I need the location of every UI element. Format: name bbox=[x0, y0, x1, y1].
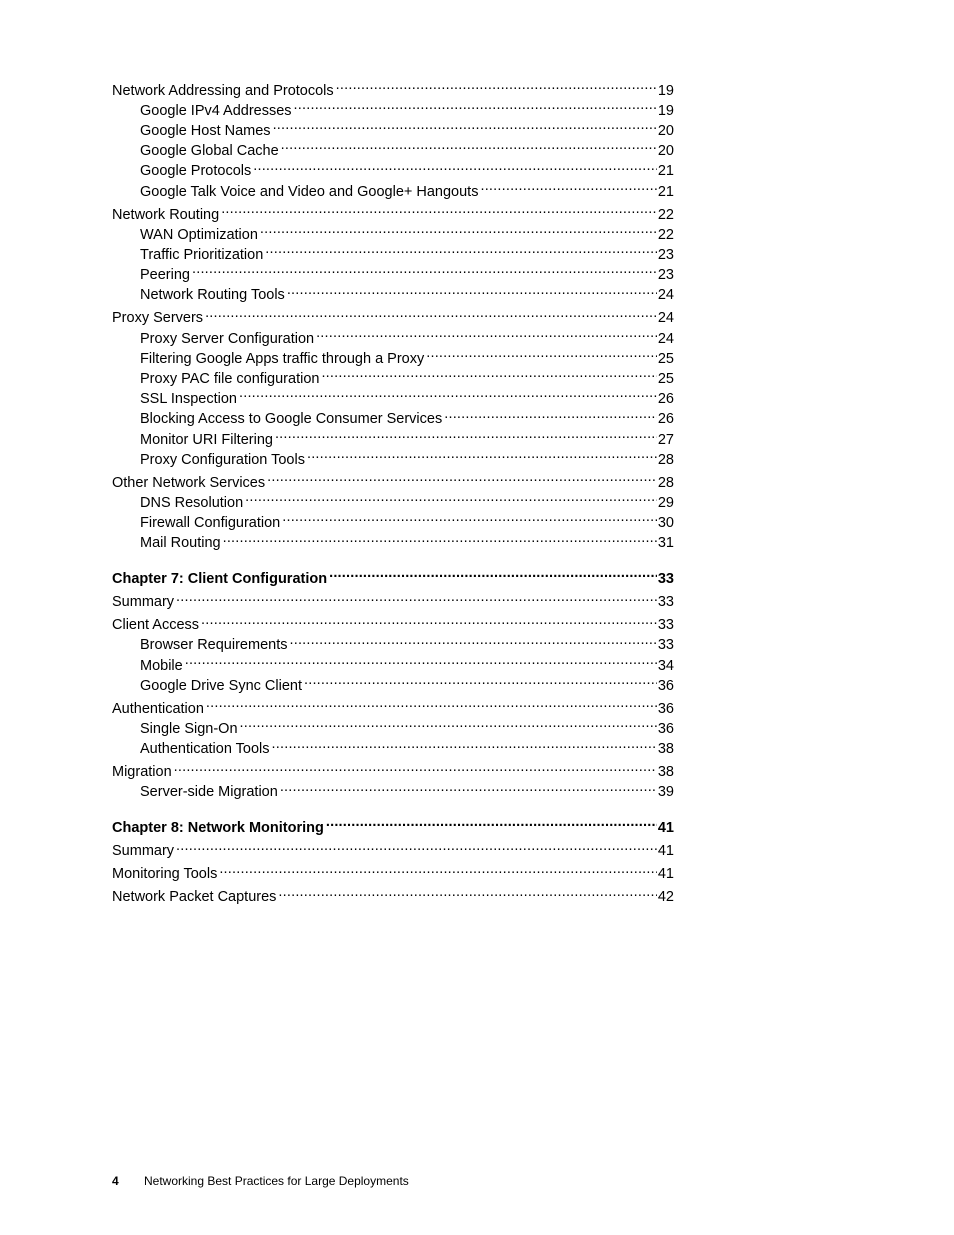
toc-entry-page: 24 bbox=[657, 310, 674, 327]
toc-entry-title: Proxy Configuration Tools bbox=[140, 451, 305, 468]
toc-entry-title: Browser Requirements bbox=[140, 637, 288, 654]
toc-entry-page: 41 bbox=[657, 866, 674, 883]
toc-entry-title: Google Host Names bbox=[140, 122, 271, 139]
toc-entry[interactable] bbox=[112, 348, 674, 368]
toc-entry-page: 34 bbox=[657, 657, 674, 674]
toc-entry-page: 42 bbox=[657, 889, 674, 906]
toc-entry-title: Network Addressing and Protocols bbox=[112, 82, 334, 99]
toc-entry-page: 36 bbox=[657, 700, 674, 717]
toc-entry-title: Blocking Access to Google Consumer Services bbox=[140, 411, 443, 428]
toc-entry-page: 22 bbox=[657, 226, 674, 243]
toc-dot-leader bbox=[174, 762, 657, 777]
toc-entry-title: Google Global Cache bbox=[140, 143, 279, 160]
toc-entry[interactable] bbox=[112, 782, 674, 802]
toc-entry[interactable] bbox=[112, 762, 674, 782]
toc-entry-title: Peering bbox=[140, 267, 190, 284]
toc-entry-page: 19 bbox=[657, 82, 674, 99]
toc-entry[interactable] bbox=[112, 204, 674, 224]
page-footer bbox=[112, 1174, 409, 1188]
toc-entry-title: Network Packet Captures bbox=[112, 889, 277, 906]
toc-dot-leader bbox=[444, 409, 657, 424]
toc-entry-title: DNS Resolution bbox=[140, 494, 244, 511]
toc-dot-leader bbox=[192, 265, 657, 280]
toc-entry-page: 23 bbox=[657, 246, 674, 263]
toc-dot-leader bbox=[281, 141, 657, 156]
toc-dot-leader bbox=[294, 100, 657, 115]
footer-page-number: 4 bbox=[112, 1174, 119, 1188]
toc-dot-leader bbox=[206, 698, 657, 713]
toc-entry-page: 26 bbox=[657, 391, 674, 408]
toc-entry[interactable] bbox=[112, 244, 674, 264]
toc-dot-leader bbox=[267, 472, 657, 487]
toc-chapter-entry[interactable] bbox=[112, 817, 674, 837]
toc-entry-title: Proxy Server Configuration bbox=[140, 330, 315, 347]
toc-entry-page: 29 bbox=[657, 494, 674, 511]
toc-dot-leader bbox=[480, 181, 656, 196]
toc-entry-page: 26 bbox=[657, 411, 674, 428]
toc-entry-page: 33 bbox=[657, 637, 674, 654]
toc-dot-leader bbox=[201, 615, 657, 630]
toc-entry-title: Google IPv4 Addresses bbox=[140, 102, 292, 119]
toc-dot-leader bbox=[278, 887, 656, 902]
toc-entry[interactable] bbox=[112, 615, 674, 635]
toc-dot-leader bbox=[260, 224, 657, 239]
toc-entry-page: 36 bbox=[657, 677, 674, 694]
toc-entry-page: 24 bbox=[657, 330, 674, 347]
toc-entry-title: Traffic Prioritization bbox=[140, 246, 264, 263]
toc-dot-leader bbox=[273, 120, 657, 135]
toc-entry-page: 25 bbox=[657, 370, 674, 387]
toc-entry-title: Other Network Services bbox=[112, 474, 266, 491]
toc-dot-leader bbox=[326, 817, 657, 832]
toc-entry-title: Google Drive Sync Client bbox=[140, 677, 302, 694]
toc-entry[interactable] bbox=[112, 592, 674, 612]
toc-dot-leader bbox=[245, 492, 657, 507]
toc-entry[interactable] bbox=[112, 864, 674, 884]
toc-entry-page: 39 bbox=[657, 784, 674, 801]
toc-entry-page: 20 bbox=[657, 143, 674, 160]
toc-dot-leader bbox=[176, 841, 657, 856]
toc-entry-page: 30 bbox=[657, 515, 674, 532]
toc-dot-leader bbox=[205, 308, 657, 323]
table-of-contents bbox=[112, 80, 674, 907]
toc-entry-title: Single Sign-On bbox=[140, 721, 238, 738]
toc-dot-leader bbox=[223, 533, 657, 548]
toc-entry[interactable] bbox=[112, 409, 674, 429]
toc-entry-page: 33 bbox=[657, 617, 674, 634]
toc-entry[interactable] bbox=[112, 308, 674, 328]
toc-entry[interactable] bbox=[112, 224, 674, 244]
toc-entry[interactable] bbox=[112, 328, 674, 348]
toc-entry-title: Google Talk Voice and Video and Google+ Hangouts bbox=[140, 183, 479, 200]
toc-entry-page: 21 bbox=[657, 163, 674, 180]
toc-entry-title: Network Routing bbox=[112, 206, 220, 223]
toc-dot-leader bbox=[219, 864, 657, 879]
toc-dot-leader bbox=[275, 429, 657, 444]
toc-entry-title: Server-side Migration bbox=[140, 784, 278, 801]
toc-entry-title: Summary bbox=[112, 843, 175, 860]
toc-entry-title: WAN Optimization bbox=[140, 226, 258, 243]
footer-document-title: Networking Best Practices for Large Deployments bbox=[144, 1174, 409, 1188]
toc-entry[interactable] bbox=[112, 368, 674, 388]
toc-dot-leader bbox=[304, 675, 657, 690]
toc-dot-leader bbox=[426, 348, 657, 363]
toc-entry-title: Chapter 7: Client Configuration bbox=[112, 570, 328, 587]
toc-entry[interactable] bbox=[112, 389, 674, 409]
toc-entry-title: Authentication bbox=[112, 700, 204, 717]
toc-entry[interactable] bbox=[112, 655, 674, 675]
toc-entry-title: Monitoring Tools bbox=[112, 866, 218, 883]
toc-dot-leader bbox=[185, 655, 657, 670]
toc-entry[interactable] bbox=[112, 887, 674, 907]
toc-entry-page: 36 bbox=[657, 721, 674, 738]
toc-entry-page: 20 bbox=[657, 122, 674, 139]
toc-entry-page: 24 bbox=[657, 287, 674, 304]
toc-dot-leader bbox=[282, 513, 657, 528]
toc-entry[interactable] bbox=[112, 161, 674, 181]
toc-entry[interactable] bbox=[112, 181, 674, 201]
toc-dot-leader bbox=[253, 161, 657, 176]
toc-entry[interactable] bbox=[112, 719, 674, 739]
toc-dot-leader bbox=[265, 244, 657, 259]
toc-dot-leader bbox=[176, 592, 657, 607]
toc-entry[interactable] bbox=[112, 141, 674, 161]
toc-chapter-entry[interactable] bbox=[112, 568, 674, 588]
toc-entry-title: Authentication Tools bbox=[140, 741, 270, 758]
toc-entry-page: 25 bbox=[657, 350, 674, 367]
toc-entry[interactable] bbox=[112, 841, 674, 861]
toc-entry-title: Summary bbox=[112, 594, 175, 611]
toc-entry-page: 27 bbox=[657, 431, 674, 448]
toc-dot-leader bbox=[316, 328, 657, 343]
toc-entry-title: Mail Routing bbox=[140, 535, 221, 552]
toc-entry-title: Firewall Configuration bbox=[140, 515, 281, 532]
toc-dot-leader bbox=[329, 568, 657, 583]
toc-entry-title: Migration bbox=[112, 764, 172, 781]
toc-entry-page: 28 bbox=[657, 451, 674, 468]
toc-entry[interactable] bbox=[112, 739, 674, 759]
toc-entry-page: 33 bbox=[657, 570, 674, 587]
toc-entry-page: 31 bbox=[657, 535, 674, 552]
toc-dot-leader bbox=[336, 80, 657, 95]
toc-dot-leader bbox=[280, 782, 657, 797]
toc-entry[interactable] bbox=[112, 492, 674, 512]
toc-entry-title: Filtering Google Apps traffic through a Proxy bbox=[140, 350, 425, 367]
toc-entry[interactable] bbox=[112, 80, 674, 100]
toc-entry[interactable] bbox=[112, 429, 674, 449]
toc-entry[interactable] bbox=[112, 635, 674, 655]
toc-entry[interactable] bbox=[112, 533, 674, 553]
toc-entry-title: Proxy PAC file configuration bbox=[140, 370, 320, 387]
toc-entry[interactable] bbox=[112, 698, 674, 718]
toc-entry-title: Chapter 8: Network Monitoring bbox=[112, 819, 324, 836]
toc-entry-title: SSL Inspection bbox=[140, 391, 237, 408]
toc-entry-page: 19 bbox=[657, 102, 674, 119]
toc-entry-title: Mobile bbox=[140, 657, 183, 674]
toc-entry[interactable] bbox=[112, 265, 674, 285]
toc-entry-title: Client Access bbox=[112, 617, 200, 634]
toc-entry-title: Google Protocols bbox=[140, 163, 252, 180]
toc-entry-page: 38 bbox=[657, 764, 674, 781]
toc-entry-page: 33 bbox=[657, 594, 674, 611]
toc-entry[interactable] bbox=[112, 675, 674, 695]
toc-dot-leader bbox=[239, 389, 657, 404]
toc-dot-leader bbox=[221, 204, 657, 219]
toc-entry-page: 23 bbox=[657, 267, 674, 284]
toc-entry[interactable] bbox=[112, 285, 674, 305]
toc-entry-page: 41 bbox=[657, 843, 674, 860]
toc-entry-page: 22 bbox=[657, 206, 674, 223]
toc-entry-title: Network Routing Tools bbox=[140, 287, 285, 304]
toc-entry[interactable] bbox=[112, 472, 674, 492]
toc-dot-leader bbox=[287, 285, 657, 300]
toc-entry[interactable] bbox=[112, 120, 674, 140]
toc-entry[interactable] bbox=[112, 100, 674, 120]
toc-entry[interactable] bbox=[112, 513, 674, 533]
toc-entry-page: 38 bbox=[657, 741, 674, 758]
toc-dot-leader bbox=[240, 719, 657, 734]
toc-entry-title: Monitor URI Filtering bbox=[140, 431, 273, 448]
toc-entry[interactable] bbox=[112, 449, 674, 469]
toc-dot-leader bbox=[272, 739, 657, 754]
toc-entry-page: 21 bbox=[657, 183, 674, 200]
toc-entry-title: Proxy Servers bbox=[112, 310, 204, 327]
toc-dot-leader bbox=[289, 635, 656, 650]
toc-dot-leader bbox=[321, 368, 656, 383]
toc-entry-page: 41 bbox=[657, 819, 674, 836]
toc-dot-leader bbox=[307, 449, 657, 464]
toc-entry-page: 28 bbox=[657, 474, 674, 491]
